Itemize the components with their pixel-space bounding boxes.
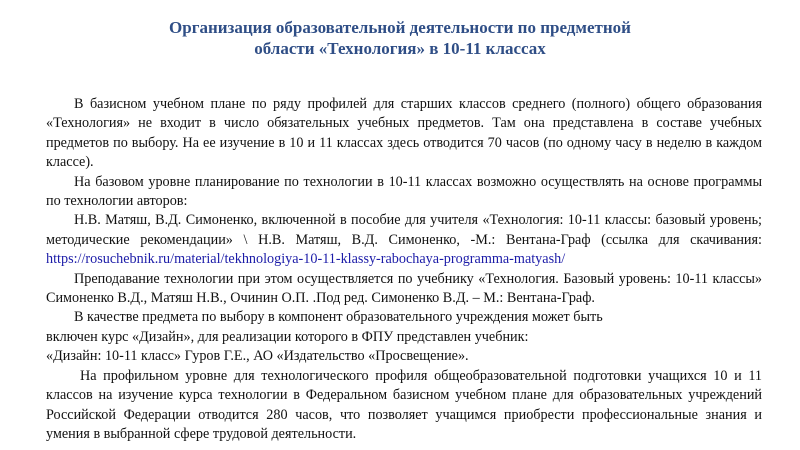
paragraph-base-level: На базовом уровне планирование по технологии в 10-11 классах возможно осуществлять на основе программы по технологии авторов: [46, 173, 762, 210]
paragraph-basic-plan: В базисном учебном плане по ряду профилей для старших классов среднего (полного) общего образования «Технология» не входит в число обязательных учебных предметов. Там она представлена в составе учебных предметов по выбору. На ее изучение в 10 и 11 классах здесь отводится 70 часов (по одному часу в неделю в каждом классе). [46, 96, 762, 171]
title-line-1: Организация образовательной деятельности по предметной [169, 18, 631, 37]
paragraph-profile-level: На профильном уровне для технологического профиля общеобразовательной подготовки учащихся 10 и 11 классов на изучение курса технологии в Федеральном базисном учебном плане для образовательных учреждений Российской Федерации отводится 280 часов, что позволяет учащимся приобрести профессиональные знания и умения в выбранной сфере трудовой деятельности. [46, 367, 762, 442]
paragraph-design-course [46, 308, 762, 366]
design-course-line-2: включен курс «Дизайн», для реализации которого в ФПУ представлен учебник: [46, 328, 529, 345]
download-link[interactable]: https://rosuchebnik.ru/material/tekhnologiya-10-11-klassy-rabochaya-programma-matyash/ [46, 251, 566, 268]
program-reference-text: Н.В. Матяш, В.Д. Симоненко, включенной в пособие для учителя «Технология: 10-11 классы: базовый уровень; методические рекомендации» \ Н.В. Матяш, В.Д. Симоненко, -М.: Вентана-Граф (ссылка для скачивания: [46, 212, 762, 248]
paragraph-textbook: Преподавание технологии при этом осуществляется по учебнику «Технология. Базовый уровень: 10-11 классы» Симоненко В.Д., Матяш Н.В., Очинин О.П. .Под ред. Симоненко В.Д. – М.: Вентана-Граф. [46, 270, 762, 307]
design-course-line-3: «Дизайн: 10-11 класс» Гуров Г.Е., АО «Издательство «Просвещение». [46, 348, 469, 365]
document-body [46, 95, 762, 444]
design-course-line-1: В качестве предмета по выбору в компонент образовательного учреждения может быть [74, 309, 603, 326]
paragraph-program-authors [46, 211, 762, 269]
page-title [0, 17, 800, 59]
title-line-2: области «Технология» в 10-11 классах [254, 39, 546, 58]
